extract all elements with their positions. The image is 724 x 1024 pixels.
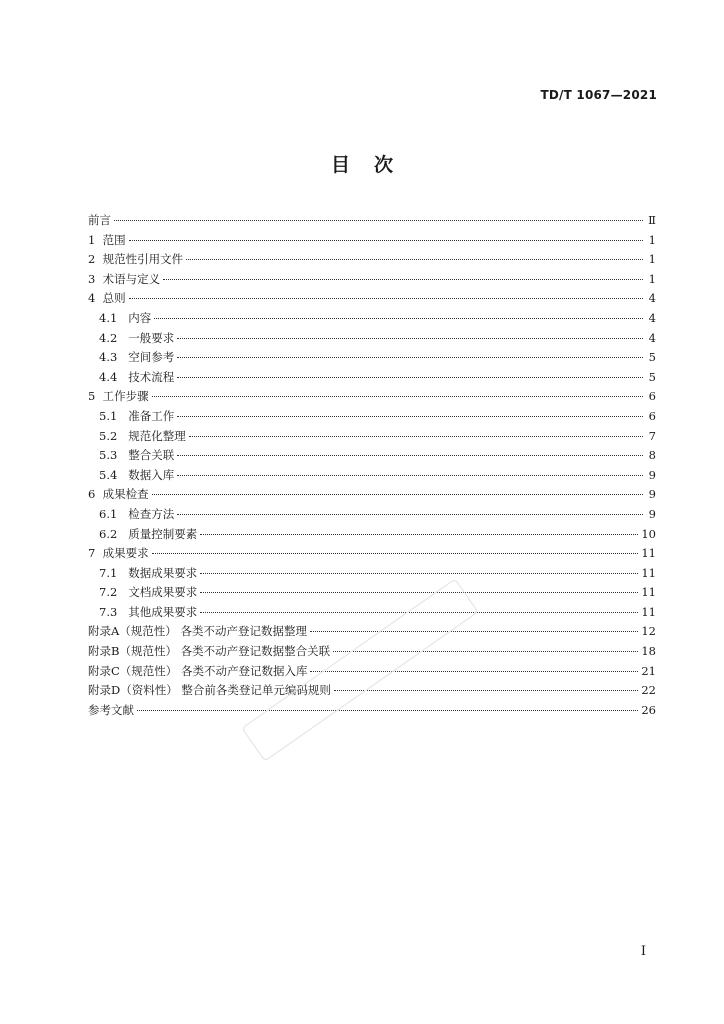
toc-entry[interactable] bbox=[88, 564, 656, 584]
toc-entry-page: 9 bbox=[648, 467, 656, 482]
toc-entry-page: 5 bbox=[648, 350, 656, 365]
toc-entry[interactable] bbox=[88, 427, 656, 447]
toc-leader bbox=[189, 436, 643, 437]
toc-entry[interactable] bbox=[88, 622, 656, 642]
toc-entry-page: 4 bbox=[648, 291, 656, 306]
toc-entry-page: 4 bbox=[648, 330, 656, 345]
toc-entry-page: 7 bbox=[648, 428, 656, 443]
toc-entry[interactable] bbox=[88, 544, 656, 564]
toc-entry-page: 21 bbox=[641, 663, 656, 678]
toc-leader bbox=[177, 338, 643, 339]
toc-entry-label: 6.2 质量控制要素 bbox=[99, 526, 198, 541]
toc-entry[interactable] bbox=[88, 701, 656, 721]
toc-leader bbox=[152, 494, 643, 495]
toc-entry-label: 附录A（规范性） 各类不动产登记数据整理 bbox=[88, 624, 307, 639]
toc-leader bbox=[200, 612, 638, 613]
toc-entry-page: 8 bbox=[648, 448, 656, 463]
toc-entry[interactable] bbox=[88, 250, 656, 270]
toc-entry-label: 5.4 数据入库 bbox=[99, 467, 175, 482]
toc-entry-label: 4.2 一般要求 bbox=[99, 330, 175, 345]
toc-entry-label: 4.1 内容 bbox=[99, 310, 152, 325]
toc-entry-label: 参考文献 bbox=[88, 702, 134, 717]
toc-leader bbox=[152, 396, 643, 397]
toc-entry-label: 附录D（资料性） 整合前各类登记单元编码规则 bbox=[88, 683, 331, 698]
toc-entry-page: 5 bbox=[648, 369, 656, 384]
toc-entry[interactable] bbox=[88, 231, 656, 251]
toc-leader bbox=[129, 298, 643, 299]
toc-entry-label: 前言 bbox=[88, 213, 111, 227]
toc-entry-label: 3 术语与定义 bbox=[88, 271, 161, 286]
toc-entry[interactable] bbox=[88, 309, 656, 329]
toc-entry[interactable] bbox=[88, 603, 656, 623]
toc-leader bbox=[152, 553, 639, 554]
toc-entry-page: 11 bbox=[641, 604, 656, 619]
toc-entry-label: 4.3 空间参考 bbox=[99, 350, 175, 365]
toc-entry-page: 10 bbox=[641, 526, 656, 541]
toc-leader bbox=[129, 240, 643, 241]
page-title: 目次 bbox=[330, 154, 417, 176]
toc-leader bbox=[177, 357, 643, 358]
toc-entry-page: 1 bbox=[648, 252, 656, 267]
toc-entry[interactable] bbox=[88, 681, 656, 701]
toc-entry[interactable] bbox=[88, 485, 656, 505]
toc-leader bbox=[163, 279, 643, 280]
toc-entry[interactable] bbox=[88, 211, 656, 231]
toc-leader bbox=[177, 514, 643, 515]
toc-entry[interactable] bbox=[88, 642, 656, 662]
toc-entry-label: 6.1 检查方法 bbox=[99, 506, 175, 521]
toc-entry[interactable] bbox=[88, 348, 656, 368]
toc-entry-page: 4 bbox=[648, 310, 656, 325]
toc-leader bbox=[200, 592, 638, 593]
toc-entry-page: 9 bbox=[648, 506, 656, 521]
toc-entry-page: 6 bbox=[648, 389, 656, 404]
toc-entry-page: Ⅱ bbox=[648, 213, 656, 227]
toc-entry[interactable] bbox=[88, 662, 656, 682]
toc-entry-page: 18 bbox=[641, 644, 656, 659]
page-number: I bbox=[640, 944, 646, 959]
toc-entry-label: 5.1 准备工作 bbox=[99, 408, 175, 423]
toc-entry-label: 1 范围 bbox=[88, 232, 126, 247]
toc-entry-label: 附录B（规范性） 各类不动产登记数据整合关联 bbox=[88, 644, 331, 659]
toc-entry-label: 6 成果检查 bbox=[88, 487, 149, 502]
toc-entry-label: 7.1 数据成果要求 bbox=[99, 565, 198, 580]
toc-entry[interactable] bbox=[88, 525, 656, 545]
toc-entry-label: 7 成果要求 bbox=[88, 546, 149, 561]
toc-entry-label: 7.2 文档成果要求 bbox=[99, 585, 198, 600]
toc-entry[interactable] bbox=[88, 466, 656, 486]
toc-entry[interactable] bbox=[88, 505, 656, 525]
toc-leader bbox=[114, 220, 643, 221]
toc-entry-page: 11 bbox=[641, 546, 656, 561]
toc-entry-label: 5.2 规范化整理 bbox=[99, 428, 186, 443]
toc-entry[interactable] bbox=[88, 446, 656, 466]
toc-leader bbox=[310, 631, 638, 632]
toc-entry[interactable] bbox=[88, 407, 656, 427]
toc-entry-page: 1 bbox=[648, 232, 656, 247]
toc-entry-page: 22 bbox=[641, 683, 656, 698]
toc-entry[interactable] bbox=[88, 270, 656, 290]
toc-entry-label: 4 总则 bbox=[88, 291, 126, 306]
toc-leader bbox=[177, 455, 643, 456]
toc-entry-label: 7.3 其他成果要求 bbox=[99, 604, 198, 619]
toc-leader bbox=[154, 318, 643, 319]
toc-leader bbox=[333, 651, 638, 652]
toc-entry-page: 9 bbox=[648, 487, 656, 502]
toc-entry[interactable] bbox=[88, 387, 656, 407]
toc-entry[interactable] bbox=[88, 368, 656, 388]
toc-leader bbox=[177, 475, 643, 476]
toc-entry-label: 5 工作步骤 bbox=[88, 389, 149, 404]
toc-entry-page: 1 bbox=[648, 271, 656, 286]
toc-entry[interactable] bbox=[88, 289, 656, 309]
toc-leader bbox=[310, 671, 638, 672]
toc-entry[interactable] bbox=[88, 583, 656, 603]
standard-code: TD/T 1067—2021 bbox=[540, 88, 657, 102]
toc-leader bbox=[137, 710, 638, 711]
toc-leader bbox=[334, 690, 638, 691]
toc-entry[interactable] bbox=[88, 329, 656, 349]
toc-entry-page: 26 bbox=[641, 702, 656, 717]
toc-entry-page: 11 bbox=[641, 565, 656, 580]
toc-entry-label: 2 规范性引用文件 bbox=[88, 252, 184, 267]
toc-leader bbox=[177, 377, 643, 378]
toc-entry-page: 11 bbox=[641, 585, 656, 600]
toc-leader bbox=[186, 259, 643, 260]
toc-leader bbox=[200, 534, 638, 535]
table-of-contents bbox=[88, 211, 656, 720]
toc-entry-label: 4.4 技术流程 bbox=[99, 369, 175, 384]
toc-leader bbox=[177, 416, 643, 417]
toc-entry-label: 附录C（规范性） 各类不动产登记数据入库 bbox=[88, 663, 308, 678]
toc-entry-page: 6 bbox=[648, 408, 656, 423]
toc-entry-label: 5.3 整合关联 bbox=[99, 448, 175, 463]
toc-entry-page: 12 bbox=[641, 624, 656, 639]
toc-leader bbox=[200, 573, 638, 574]
